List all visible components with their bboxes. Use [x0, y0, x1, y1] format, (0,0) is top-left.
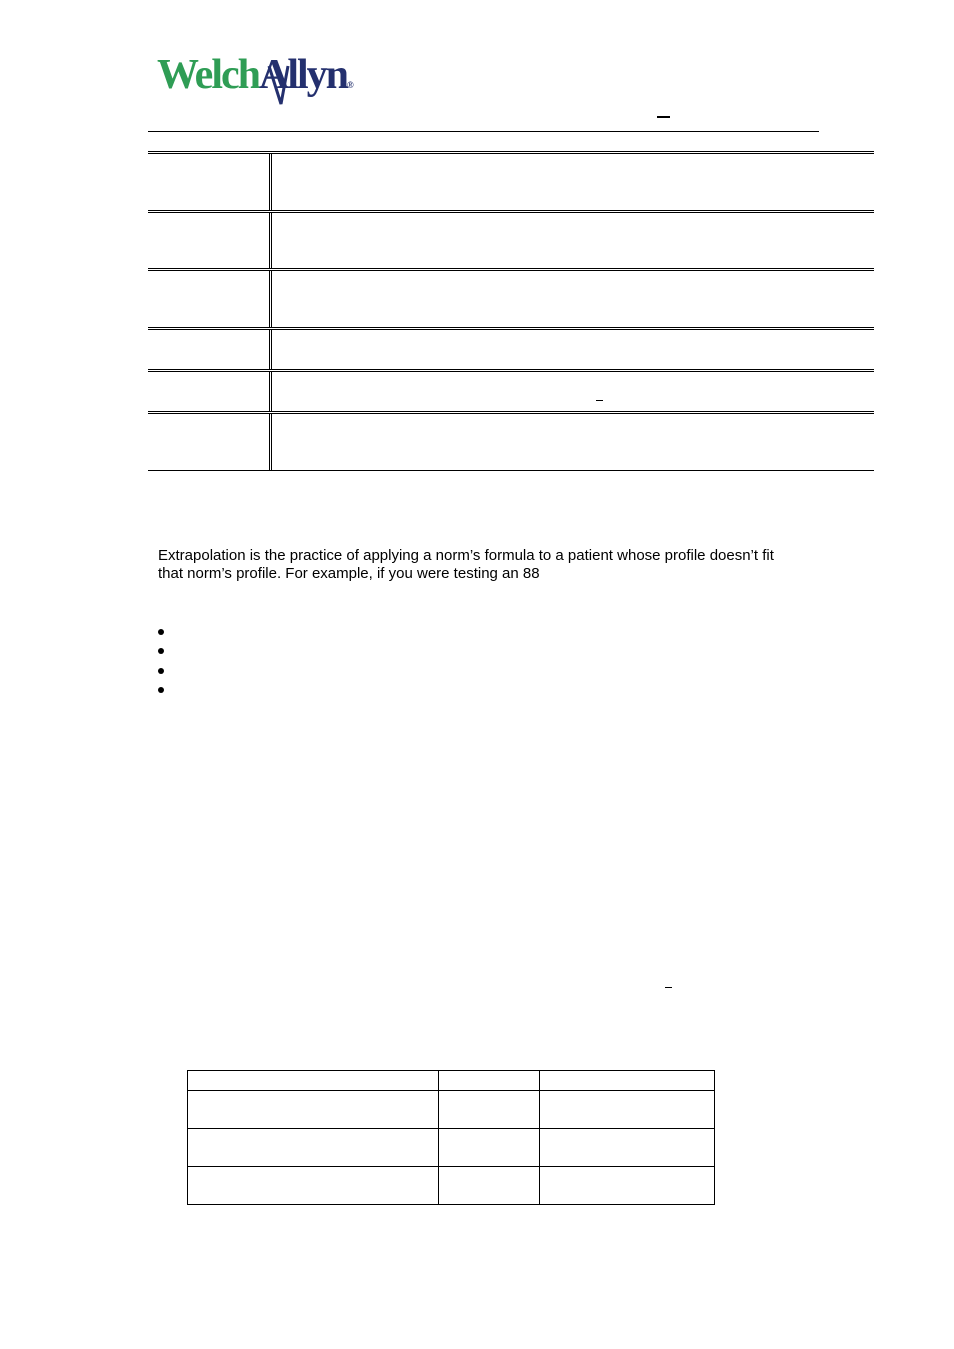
- column-divider: [269, 213, 272, 269]
- table-header-row: [188, 1071, 715, 1091]
- table-row: [188, 1091, 715, 1129]
- column-divider: [269, 372, 272, 412]
- table-cell: [540, 1091, 715, 1129]
- bullet-point: [158, 687, 164, 693]
- table-row: [188, 1129, 715, 1167]
- spec-row: [148, 369, 874, 412]
- table-cell: [439, 1129, 540, 1167]
- spec-row: [148, 151, 874, 211]
- column-divider: [269, 414, 272, 470]
- table-cell: [439, 1091, 540, 1129]
- registered-mark: ®: [347, 80, 354, 90]
- table-cell: [188, 1071, 439, 1091]
- table-cell: [439, 1071, 540, 1091]
- table-row: [188, 1167, 715, 1205]
- spec-row: [148, 327, 874, 370]
- bullet-point: [158, 648, 164, 654]
- small-dash: [596, 400, 603, 401]
- welch-allyn-logo: [157, 52, 397, 112]
- table-cell: [540, 1129, 715, 1167]
- table-cell: [540, 1167, 715, 1205]
- extrapolation-paragraph: [158, 547, 838, 583]
- table-cell: [540, 1071, 715, 1091]
- paragraph-line-2: that norm’s profile. For example, if you were testing an 88: [158, 565, 540, 582]
- header-dash: [657, 116, 670, 118]
- spec-row: [148, 268, 874, 328]
- column-divider: [269, 330, 272, 370]
- logo-allyn-text: Allyn: [259, 52, 348, 98]
- spec-table-bottom-rule: [148, 470, 874, 471]
- table-cell: [188, 1091, 439, 1129]
- header-rule: [148, 131, 819, 132]
- logo-welch-text: Welch: [157, 52, 259, 98]
- logo-swoosh-icon: [157, 52, 397, 112]
- table-cell: [439, 1167, 540, 1205]
- data-table: [187, 1070, 715, 1205]
- small-dash: [665, 987, 672, 988]
- column-divider: [269, 154, 272, 211]
- column-divider: [269, 271, 272, 328]
- table-cell: [188, 1129, 439, 1167]
- paragraph-line-1: Extrapolation is the practice of applying a norm’s formula to a patient whose profile doesn’t fit: [158, 547, 774, 564]
- bullet-point: [158, 668, 164, 674]
- bullet-point: [158, 629, 164, 635]
- spec-row: [148, 210, 874, 269]
- spec-row: [148, 411, 874, 470]
- table-cell: [188, 1167, 439, 1205]
